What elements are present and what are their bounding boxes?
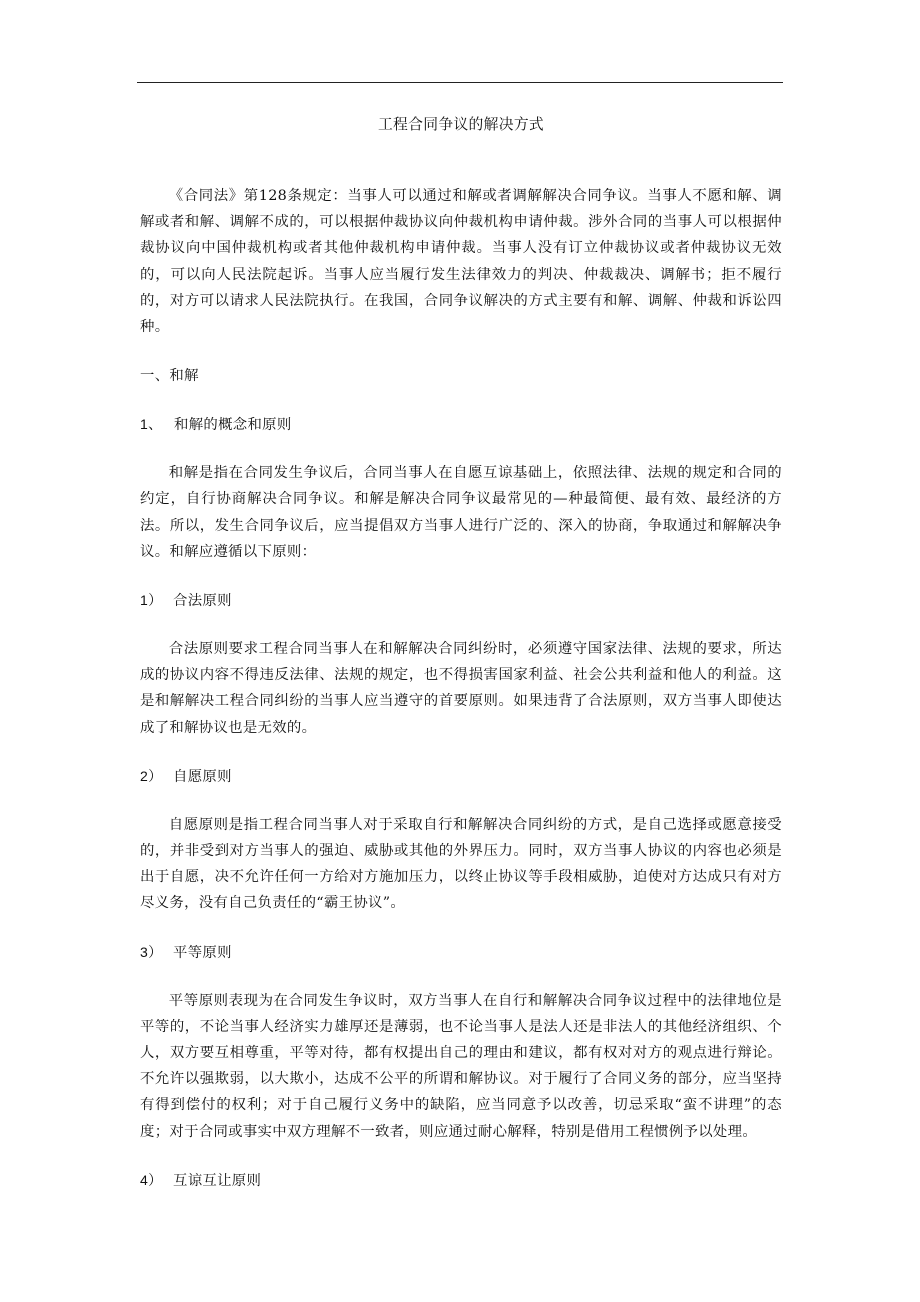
document-body: [140, 113, 782, 1194]
subsection-heading-concept: [140, 411, 782, 438]
principle-paragraph-equality: 平等原则表现为在合同发生争议时，双方当事人在自行和解解决合同争议过程中的法律地位是平等的，不论当事人经济实力雄厚还是薄弱，也不论当事人是法人还是非法人的其他经济组织、个人，双方要互相尊重，平等对待，都有权提出自己的理由和建议，都有权对对方的观点进行辩论。不允许以强欺弱，以大欺小，达成不公平的所谓和解协议。对于履行了合同义务的部分，应当坚持有得到偿付的权利；对于自己履行义务中的缺陷，应当同意予以改善，切忌采取“蛮不讲理”的态度；对于合同或事实中双方理解不一致者，则应通过耐心解释，特别是借用工程惯例予以处理。: [140, 992, 782, 1140]
principle-number: 4）: [140, 1171, 163, 1188]
principle-heading-mutual-concession: [140, 1167, 782, 1194]
principle-heading-label: 合法原则: [173, 593, 232, 610]
principle-paragraph-voluntary: 自愿原则是指工程合同当事人对于采取自行和解解决合同纠纷的方式，是自己选择或愿意接受的，并非受到对方当事人的强迫、威胁或其他的外界压力。同时，双方当事人协议的内容也必须是出于自愿，决不允许任何一方给对方施加压力，以终止协议等手段相威胁，迫使对方达成只有对方尽义务，没有自己负责任的“霸王协议”。: [140, 816, 782, 912]
principle-heading-label: 平等原则: [173, 944, 232, 961]
intro-paragraph: 《合同法》第128条规定：当事人可以通过和解或者调解解决合同争议。当事人不愿和解、调解或者和解、调解不成的，可以根据仲裁协议向仲裁机构申请仲裁。涉外合同的当事人可以根据仲裁协议向中国仲裁机构或者其他仲裁机构申请仲裁。当事人没有订立仲裁协议或者仲裁协议无效的，可以向人民法院起诉。当事人应当履行发生法律效力的判决、仲裁裁决、调解书；拒不履行的，对方可以请求人民法院执行。在我国，合同争议解决的方式主要有和解、调解、仲裁和诉讼四种。: [140, 188, 782, 336]
principle-number: 2）: [140, 767, 163, 784]
section-heading-label: 一、和解: [140, 368, 199, 385]
principle-heading-label: 互谅互让原则: [173, 1172, 262, 1189]
principle-number: 3）: [140, 943, 163, 960]
principle-heading-voluntary: [140, 763, 782, 790]
principle-paragraph-legal: 合法原则要求工程合同当事人在和解解决合同纠纷时，必须遵守国家法律、法规的要求，所达成的协议内容不得违反法律、法规的规定，也不得损害国家利益、社会公共利益和他人的利益。这是和解解决工程合同纠纷的当事人应当遵守的首要原则。如果违背了合法原则，双方当事人即使达成了和解协议也是无效的。: [140, 641, 782, 736]
principle-heading-equality: [140, 939, 782, 966]
principle-heading-legal: [140, 587, 782, 614]
subsection-heading-label: 和解的概念和原则: [174, 417, 292, 434]
section-heading-settlement: [140, 363, 782, 389]
principle-heading-label: 自愿原则: [173, 768, 232, 785]
header-rule: [137, 82, 783, 83]
subsection-number: 1、: [140, 416, 163, 433]
principle-number: 1）: [140, 592, 163, 609]
concept-paragraph: 和解是指在合同发生争议后，合同当事人在自愿互谅基础上，依照法律、法规的规定和合同的约定，自行协商解决合同争议。和解是解决合同争议最常见的—种最简便、最有效、最经济的方法。所以，发生合同争议后，应当提倡双方当事人进行广泛的、深入的协商，争取通过和解解决争议。和解应遵循以下原则：: [140, 465, 782, 560]
document-title: 工程合同争议的解决方式: [377, 116, 545, 133]
